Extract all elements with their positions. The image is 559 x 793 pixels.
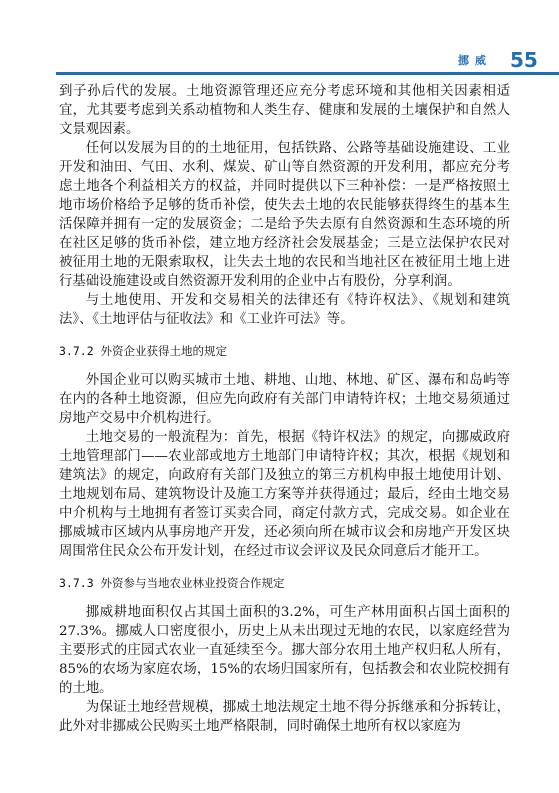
page-header: [0, 0, 559, 80]
page-body: [59, 82, 510, 736]
body-paragraph: 挪威耕地面积仅占其国土面积的3.2%，可生产林用面积占国土面积的27.3%。挪威人口密度很小，历史上从未出现过无地的农民，以家庭经营为主要形式的庄园式农业一直延续至今。挪大部分农用土地产权归私人所有，85%的农场为家庭农场，15%的农场归国家所有，包括教会和农业院校拥有的土地。: [59, 605, 510, 696]
header-rule: [56, 72, 559, 75]
spacer: [59, 561, 510, 575]
spacer: [59, 329, 510, 343]
spacer: [59, 591, 510, 603]
section-heading: 3.7.3 外资参与当地农业林业投资合作规定: [59, 576, 285, 590]
body-paragraph: 为保证土地经营规模，挪威土地法规定土地不得分拆继承和分拆转让，此外对非挪威公民购买土地严格限制，同时确保土地所有权以家庭为: [59, 700, 510, 734]
body-paragraph: 任何以发展为目的的土地征用，包括铁路、公路等基础设施建设、工业开发和油田、气田、水利、煤炭、矿山等自然资源的开发利用，都应充分考虑土地各个利益相关方的权益，并同时提供以下三种补偿：一是严格按照土地市场价格给予足够的货币补偿，使失去土地的农民能够获得终生的基本生活保障并拥有一定的发展资金；二是给予失去原有自然资源和生态环境的所在社区足够的货币补偿，建立地方经济社会发展基金；三是立法保护农民对被征用土地的无限索取权，让失去土地的农民和当地社区在被征用土地上进行基础设施建设或自然资源开发利用的企业中占有股份，分享利润。: [59, 141, 510, 289]
page-number: 55: [510, 48, 538, 72]
spacer: [59, 359, 510, 371]
section-label: 挪威: [458, 54, 492, 67]
body-paragraph: 到子孙后代的发展。土地资源管理还应充分考虑环境和其他相关因素相适宜，尤其要考虑到关系动植物和人类生存、健康和发展的土壤保护和自然人文景观因素。: [59, 84, 510, 137]
body-paragraph: 与土地使用、开发和交易相关的法律还有《特许权法》、《规划和建筑法》、《土地评估与征收法》和《工业许可法》等。: [59, 293, 510, 327]
body-paragraph: 外国企业可以购买城市土地、耕地、山地、林地、矿区、瀑布和岛屿等在内的各种土地资源，但应先向政府有关部门申请特许权；土地交易须通过房地产交易中介机构进行。: [59, 373, 510, 426]
section-heading: 3.7.2 外资企业获得土地的规定: [59, 344, 228, 358]
body-paragraph: 土地交易的一般流程为：首先，根据《特许权法》的规定，向挪威政府土地管理部门——农业部或地方土地部门申请特许权；其次，根据《规划和建筑法》的规定，向政府有关部门及独立的第三方机构申报土地使用计划、土地规划布局、建筑物设计及施工方案等并获得通过；最后，经由土地交易中介机构与土地拥有者签订买卖合同，商定付款方式，完成交易。如企业在挪威城市区域内从事房地产开发，还必须向所在城市议会和房地产开发区块周围常住民众公布开发计划，在经过市议会评议及民众同意后才能开工。: [59, 430, 510, 559]
